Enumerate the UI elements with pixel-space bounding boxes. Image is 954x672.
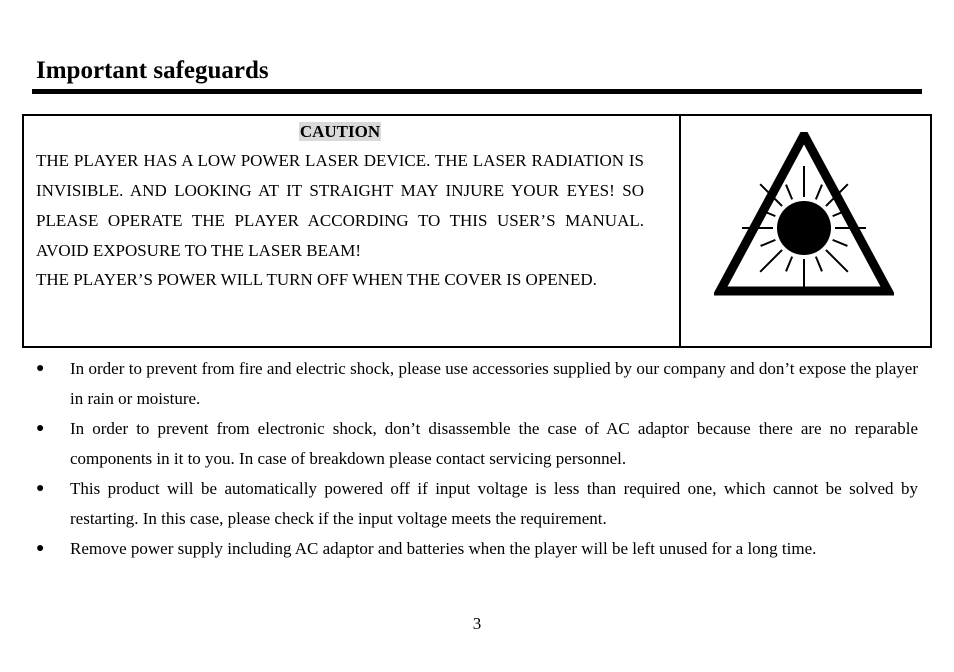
list-item-text: This product will be automatically powered off if input voltage is less than required one, which cannot be solved by restarting. In this case, please check if the input voltage meets the requirement. bbox=[70, 479, 918, 528]
laser-warning-icon bbox=[714, 132, 894, 298]
list-item bbox=[36, 534, 918, 564]
caution-paragraph-2: THE PLAYER’S POWER WILL TURN OFF WHEN THE COVER IS OPENED. bbox=[36, 270, 597, 289]
caution-paragraph-1: THE PLAYER HAS A LOW POWER LASER DEVICE. THE LASER RADIATION IS INVISIBLE. AND LOOKING AT IT STRAIGHT MAY INJURE YOUR EYES! SO PLEASE OPERATE THE PLAYER ACCORDING TO THIS USER’S MANUAL. AVOID EXPOSURE TO THE LASER BEAM! bbox=[36, 151, 644, 260]
list-item-text: In order to prevent from electronic shock, don’t disassemble the case of AC adaptor because there are no reparable components in it to you. In case of breakdown please contact servicing personnel. bbox=[70, 419, 918, 468]
page-title: Important safeguards bbox=[36, 57, 269, 84]
list-item bbox=[36, 414, 918, 474]
list-item-text: Remove power supply including AC adaptor and batteries when the player will be left unused for a long time. bbox=[70, 539, 817, 558]
page-number: 3 bbox=[472, 614, 482, 633]
safeguard-list bbox=[36, 354, 918, 564]
list-item-text: In order to prevent from fire and electric shock, please use accessories supplied by our company and don’t expose the player in rain or moisture. bbox=[70, 359, 918, 408]
list-item bbox=[36, 474, 918, 534]
caution-box bbox=[22, 114, 932, 348]
caution-heading: CAUTION bbox=[299, 122, 381, 141]
bullet-icon: ● bbox=[36, 361, 45, 376]
bullet-icon: ● bbox=[36, 541, 45, 556]
list-item bbox=[36, 354, 918, 414]
caution-heading-wrap bbox=[36, 120, 644, 144]
title-underline bbox=[32, 89, 922, 94]
bullet-icon: ● bbox=[36, 421, 45, 436]
bullet-icon: ● bbox=[36, 481, 45, 496]
caution-divider bbox=[679, 116, 681, 346]
caution-text-block bbox=[36, 120, 644, 294]
